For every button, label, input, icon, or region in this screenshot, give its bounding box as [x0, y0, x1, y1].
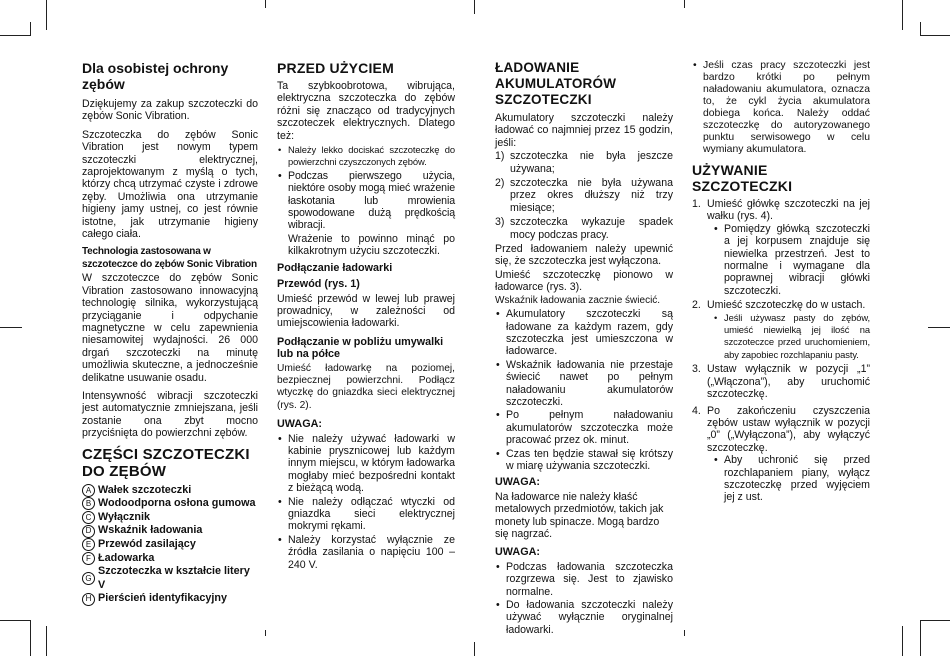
- part-label: Wskaźnik ładowania: [98, 524, 203, 537]
- paragraph: Umieść przewód w lewej lub prawej prowadnicy, w zależności od umiejscowienia ładowarki.: [277, 292, 455, 330]
- part-letter: H: [82, 593, 95, 606]
- paragraph: Intensywność wibracji szczoteczki jest automatycznie zmniejszana, jeśli zostanie ona zbyt mocno przyciśnięta do powierzchni zębów.: [82, 389, 258, 440]
- crop-mark: [46, 0, 47, 30]
- step-text: Ustaw wyłącznik w pozycji „1” („Włączona”), aby uruchomić szczoteczkę.: [707, 363, 870, 401]
- crop-mark: [920, 620, 950, 621]
- part-letter: C: [82, 511, 95, 524]
- section-title: ŁADOWANIE AKUMULATORÓW SZCZOTECZKI: [495, 60, 617, 107]
- subsection-title: Technologia zastosowana w szczoteczce do zębów Sonic Vibration: [82, 246, 257, 270]
- warning-title: UWAGA:: [495, 546, 540, 559]
- step-number: 4.: [692, 404, 701, 417]
- section-title: PRZED UŻYCIEM: [277, 60, 394, 76]
- part-item: [82, 511, 258, 525]
- step-number: 2.: [692, 299, 701, 312]
- warning-title: UWAGA:: [495, 476, 540, 489]
- bullet-item: • Jeśli używasz pasty do zębów, umieść niewielką jej ilość na szczoteczce przed uruchomieniem, aby zapobiec rozchlapaniu pasty.: [713, 312, 870, 362]
- crop-mark: [474, 642, 475, 656]
- crop-mark: [928, 327, 950, 328]
- bullet-item: • Akumulatory szczoteczki są ładowane za każdym razem, gdy szczoteczka jest umieszczona w ładowarce.: [495, 308, 673, 358]
- bullet-item: • Nie należy używać ładowarki w kabinie prysznicowej lub każdym innym miejscu, w którym ładowarka mogłaby mieć bezpośredni kontakt z bieżącą wodą.: [277, 433, 455, 495]
- list-item: [495, 216, 673, 241]
- column-3: [495, 60, 673, 640]
- subsection-title: Przewód (rys. 1): [277, 278, 360, 291]
- column-4: [692, 60, 870, 508]
- part-label: Pierścień identyfikacyjny: [98, 592, 228, 605]
- crop-mark: [46, 626, 47, 656]
- bullet-item: • Wskaźnik ładowania nie przestaje świecić nawet po pełnym naładowaniu akumulatorów szczoteczki.: [495, 359, 673, 409]
- step-text: Umieść szczoteczkę do w ustach.: [707, 299, 866, 312]
- list-item: [495, 177, 673, 214]
- paragraph: Umieść ładowarkę na poziomej, bezpiecznej powierzchni. Podłącz wtyczkę do gniazdka sieci elektrycznej (rys. 2).: [277, 362, 455, 411]
- part-item: [82, 524, 258, 538]
- crop-mark: [902, 0, 903, 30]
- bullet-item: • Należy korzystać wyłącznie ze źródła zasilania o napięciu 100 – 240 V.: [277, 534, 455, 571]
- bullet-item: • Czas ten będzie stawał się krótszy w miarę używania szczoteczki.: [495, 448, 673, 473]
- step-number: 3.: [692, 363, 701, 376]
- paragraph: Akumulatory szczoteczki należy ładować co najmniej przez 15 godzin, jeśli:: [495, 112, 673, 149]
- bullet-list: [495, 308, 673, 472]
- part-label: Przewód zasilający: [98, 537, 196, 550]
- crop-mark: [920, 620, 921, 656]
- numbered-list: [495, 150, 673, 241]
- paragraph: Ta szybkoobrotowa, wibrująca, elektryczna szczoteczka do zębów różni się znacząco od tradycyjnych szczoteczek elektrycznych. Dlatego też:: [277, 80, 455, 142]
- part-letter: B: [82, 497, 95, 510]
- bullet-item: • Należy lekko dociskać szczoteczkę do powierzchni czyszczonych zębów.: [277, 144, 455, 169]
- list-item: [692, 363, 870, 400]
- sub-bullet-list: [707, 454, 870, 504]
- part-letter: A: [82, 484, 95, 497]
- crop-mark: [684, 630, 685, 636]
- section-title: Dla osobistej ochrony zębów: [82, 60, 229, 92]
- warning-list: [495, 561, 673, 636]
- step-number: 1.: [692, 198, 701, 210]
- paragraph: Wrażenie to powinno minąć po kilkakrotnym użyciu szczoteczki.: [288, 232, 455, 258]
- part-item: [82, 484, 258, 498]
- numbered-list: [692, 198, 870, 504]
- warning-title: UWAGA:: [277, 418, 322, 431]
- item-text: szczoteczka nie była jeszcze używana;: [510, 150, 673, 175]
- bullet-list: [277, 144, 455, 232]
- part-label: Wałek szczoteczki: [98, 483, 192, 496]
- bullet-item: • Nie należy odłączać wtyczki od gniazdka sieci elektrycznej mokrymi rękami.: [277, 496, 455, 533]
- bullet-item: • Pomiędzy główką szczoteczki a jej korpusem znajduje się niewielka przestrzeń. Jest to normalne i wymagane dla poprawnej wibracji główki szczoteczki.: [713, 223, 870, 297]
- paragraph: Dziękujemy za zakup szczoteczki do zębów Sonic Vibration.: [82, 98, 258, 123]
- item-number: 3): [495, 216, 505, 229]
- subsection-title: Podłączanie w pobliżu umywalki lub na półce: [277, 335, 444, 361]
- list-item: [692, 405, 870, 504]
- bullet-item: • Do ładowania szczoteczki należy używać wyłącznie oryginalnej ładowarki.: [495, 599, 673, 636]
- part-label: Wodoodporna osłona gumowa: [98, 497, 256, 510]
- bullet-item: • Jeśli czas pracy szczoteczki jest bardzo krótki po pełnym naładowaniu akumulatora, oznacza to, że cykl życia akumulatora dobiega końca. Należy oddać szczoteczkę do autoryzowanego punktu serwisowego w celu wymiany akumulatora.: [692, 60, 870, 156]
- part-letter: D: [82, 525, 95, 538]
- crop-mark: [920, 22, 921, 36]
- list-item: [692, 299, 870, 361]
- crop-mark: [0, 620, 30, 621]
- item-number: 1): [495, 150, 505, 163]
- crop-mark: [474, 0, 475, 14]
- crop-mark: [30, 620, 31, 656]
- column-1: [82, 60, 258, 610]
- bullet-item: • Aby uchronić się przed rozchlapaniem piany, wyłącz szczoteczkę przed wyjęciem jej z ust.: [713, 454, 870, 504]
- crop-mark: [0, 327, 22, 328]
- crop-mark: [265, 630, 266, 636]
- step-text: Po zakończeniu czyszczenia zębów ustaw wyłącznik w pozycji „0” („Wyłączona”), aby wyłączyć szczoteczkę.: [707, 404, 870, 454]
- section-title: UŻYWANIE SZCZOTECZKI: [692, 162, 793, 194]
- crop-mark: [265, 0, 266, 8]
- item-number: 2): [495, 177, 505, 190]
- part-item: [82, 497, 258, 511]
- paragraph: Wskaźnik ładowania zacznie świecić.: [495, 294, 661, 306]
- part-item: [82, 552, 258, 566]
- parts-title: CZĘŚCI SZCZOTECZKI DO ZĘBÓW: [82, 445, 250, 480]
- item-text: szczoteczka nie była używana przez okres dłuższy niż trzy miesiące;: [510, 177, 673, 214]
- list-item: [495, 150, 673, 175]
- crop-mark: [684, 0, 685, 8]
- crop-mark: [920, 35, 950, 36]
- bullet-item: • Podczas pierwszego użycia, niektóre osoby mogą mieć wrażenie łaskotania lub mrowienia spowodowane dużą prędkością wibracji.: [277, 170, 455, 232]
- part-item: [82, 565, 258, 592]
- part-letter: G: [82, 572, 95, 585]
- paragraph: Umieść szczoteczkę pionowo w ładowarce (rys. 3).: [495, 268, 673, 294]
- part-label: Szczoteczka w kształcie litery V: [98, 565, 250, 591]
- paragraph: Na ładowarce nie należy kłaść metalowych przedmiotów, takich jak monety lub spinacze. Mogą bardzo się nagrzać.: [495, 490, 664, 540]
- paragraph: Szczoteczka do zębów Sonic Vibration jest nowym typem szczoteczki elektrycznej, zaprojektowanym z myślą o tych, którzy chcą utrzymać czyste i zdrowe zęby. Umożliwia ona utrzymanie higieny jamy ustnej, co jest równie istotne, jak utrzymanie higieny całego ciała.: [82, 128, 258, 241]
- part-label: Ładowarka: [98, 551, 155, 564]
- crop-mark: [902, 626, 903, 656]
- bullet-item: • Po pełnym naładowaniu akumulatorów szczoteczka może pracować przez ok. minut.: [495, 409, 673, 446]
- item-text: szczoteczka wykazuje spadek mocy podczas pracy.: [510, 216, 673, 241]
- sub-bullet-list: [707, 223, 870, 297]
- paragraph: W szczoteczce do zębów Sonic Vibration zastosowano innowacyjną technologię silnika, wykorzystującą przyciąganie i odpychanie magnetyczne w celu zapewnienia niesamowitej wydajności. 26 000 drgań szczoteczki na minutę umożliwia skuteczne, a jednocześnie delikatne usuwanie osadu.: [82, 272, 258, 384]
- bullet-item: • Podczas ładowania szczoteczka rozgrzewa się. Jest to zjawisko normalne.: [495, 561, 673, 598]
- warning-list: [277, 433, 455, 571]
- crop-mark: [0, 35, 30, 36]
- step-text: Umieść główkę szczoteczki na jej wałku (rys. 4).: [707, 198, 870, 223]
- subsection-title: Podłączanie ładowarki: [277, 261, 393, 274]
- part-letter: E: [82, 538, 95, 551]
- list-item: [692, 198, 870, 297]
- crop-mark: [30, 22, 31, 36]
- parts-list: [82, 484, 258, 606]
- sub-bullet-list: [707, 312, 870, 362]
- paragraph: Przed ładowaniem należy upewnić się, że szczoteczka jest wyłączona.: [495, 243, 673, 268]
- column-2: [277, 60, 455, 575]
- bullet-list: [692, 60, 870, 156]
- part-letter: F: [82, 552, 95, 565]
- part-item: [82, 592, 258, 606]
- part-item: [82, 538, 258, 552]
- part-label: Wyłącznik: [98, 510, 151, 523]
